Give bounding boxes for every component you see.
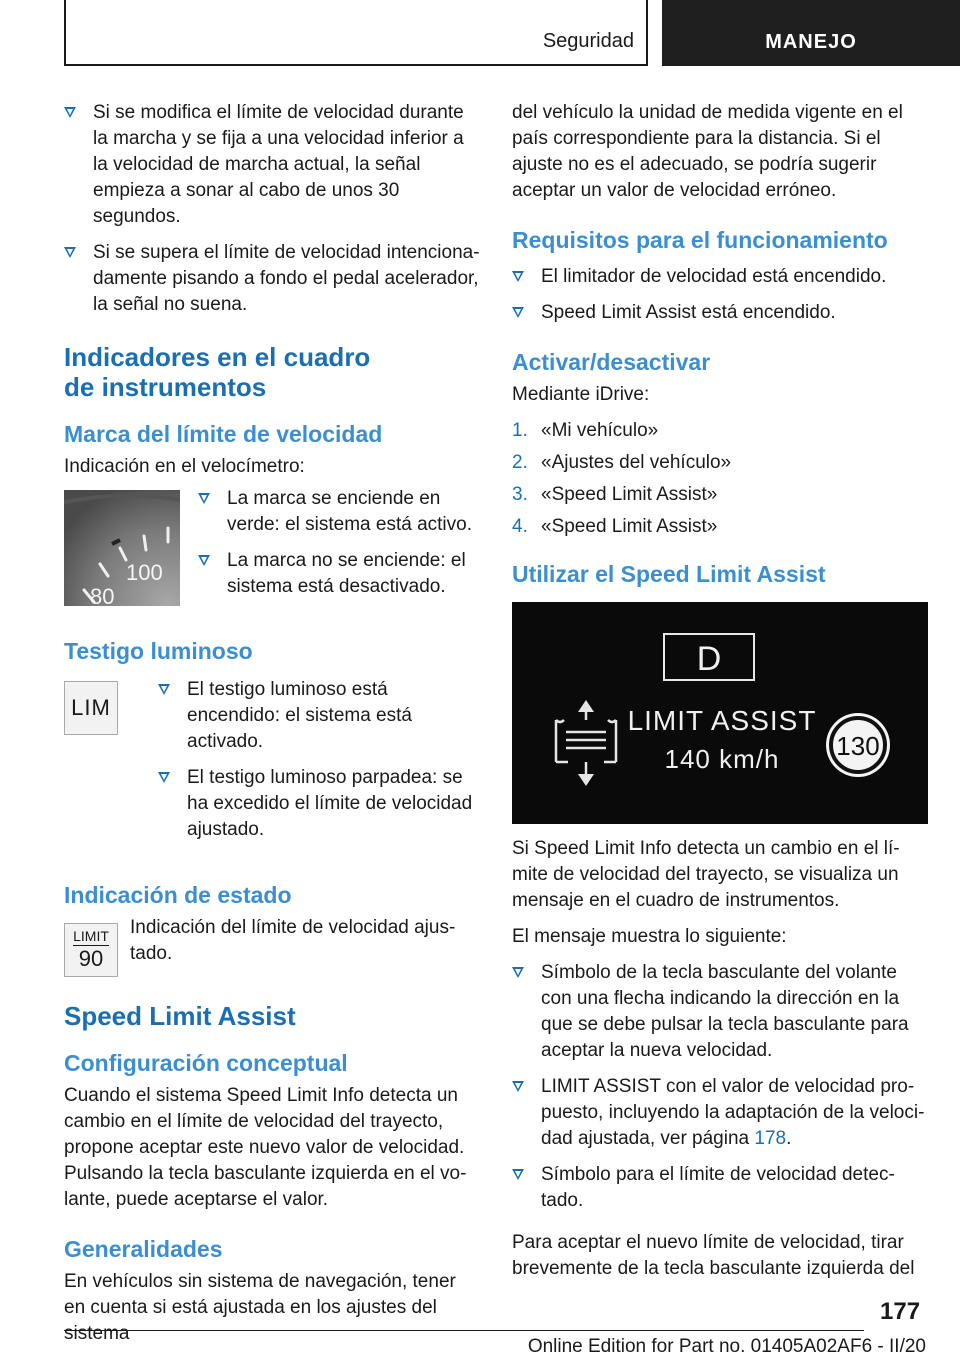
list-item: 3. «Speed Limit Assist»: [512, 484, 718, 505]
general-text: En vehículos sin sistema de navegación, tener en cuenta si está ajustada en los ajustes del sistema: [64, 1271, 456, 1344]
heading-general: Generalidades: [64, 1236, 223, 1262]
message-intro: El mensaje muestra lo siguiente:: [512, 926, 787, 947]
limit-90-indicator: [64, 923, 118, 977]
heading-testigo: Testigo luminoso: [64, 638, 253, 664]
bullet-triangle-icon: [158, 772, 170, 783]
limit-90-icon: LIMIT 90: [64, 923, 118, 977]
continued-text: del vehículo la unidad de medida vigente en el país correspondiente para la distancia. Si el ajuste no es el adecuado, se podría sugerir aceptar un valor de velocidad erróneo.: [512, 102, 903, 201]
list-item: 2. «Ajustes del vehículo»: [512, 452, 732, 473]
testigo-row: [64, 677, 480, 853]
heading-requisitos: Requisitos para el funcionamiento: [512, 227, 888, 253]
bullet-triangle-icon: [64, 107, 76, 118]
activar-intro: Mediante iDrive:: [512, 384, 650, 405]
bullet-triangle-icon: [512, 271, 524, 282]
bullet-triangle-icon: [64, 247, 76, 258]
estado-row: [64, 915, 480, 977]
speedometer-icon: [64, 490, 180, 606]
requisitos-bullets: [512, 264, 928, 326]
list-item: LIMIT ASSIST con el valor de velocidad propuesto, incluyendo la adaptación de la velocidad ajustada, ver página 178.: [512, 1074, 928, 1152]
heading-sla: Speed Limit Assist: [64, 1001, 296, 1031]
heading-config: Configuración conceptual: [64, 1050, 348, 1076]
bullet-triangle-icon: [198, 555, 210, 566]
lim-indicator: [64, 681, 118, 735]
after-display-text: Si Speed Limit Info detecta un cambio en el límite de velocidad del trayecto, se visualiza un mensaje en el cuadro de instrumentos.: [512, 838, 900, 911]
bullet-triangle-icon: [512, 967, 524, 978]
speedometer-image: [64, 490, 180, 611]
right-column: [512, 100, 928, 1292]
svg-text:80: 80: [90, 584, 115, 606]
steps-list: [512, 418, 928, 540]
bullet-triangle-icon: [512, 1081, 524, 1092]
heading-activar: Activar/desactivar: [512, 349, 711, 375]
svg-text:LIMIT ASSIST: LIMIT ASSIST: [627, 705, 817, 736]
marca-intro: Indicación en el velocímetro:: [64, 456, 305, 477]
rocker-switch-icon: [556, 700, 616, 786]
final-text: Para aceptar el nuevo límite de velocidad, tirar brevemente de la tecla basculante izquierda del: [512, 1232, 915, 1279]
list-item: Si se supera el límite de velocidad intencionadamente pisando a fondo el pedal acelerador, la señal no suena.: [64, 240, 480, 318]
message-bullets: [512, 960, 928, 1214]
svg-text:100: 100: [126, 560, 163, 585]
list-item: Speed Limit Assist está encendido.: [512, 300, 928, 326]
list-item: El testigo luminoso parpadea: se ha excedido el límite de velocidad ajustado.: [158, 765, 480, 843]
estado-text: Indicación del límite de velocidad ajustado.: [130, 917, 456, 964]
chapter-tab: MANEJO: [662, 0, 960, 66]
list-item: 4. «Speed Limit Assist»: [512, 516, 718, 537]
list-item: El limitador de velocidad está encendido.: [512, 264, 928, 290]
heading-marca: Marca del límite de velocidad: [64, 421, 383, 447]
config-text: Cuando el sistema Speed Limit Info detecta un cambio en el límite de velocidad del trayecto, propone aceptar este nuevo valor de velocidad. Pulsando la tecla basculante izquierda en el volante, puede aceptarse el valor.: [64, 1085, 467, 1210]
list-item: La marca no se enciende: el sistema está desactivado.: [198, 548, 480, 600]
bullet-triangle-icon: [158, 684, 170, 695]
heading-indicadores: Indicadores en el cuadro de instrumentos: [64, 342, 371, 402]
testigo-bullets: [158, 677, 480, 853]
limit-assist-display: [512, 602, 928, 824]
heading-estado: Indicación de estado: [64, 882, 292, 908]
speed-limit-sign-icon: [826, 713, 890, 777]
list-item: 1. «Mi vehículo»: [512, 420, 659, 441]
left-column: [64, 100, 480, 1357]
svg-text:130: 130: [836, 731, 880, 761]
lim-icon: LIM: [64, 681, 118, 735]
page-link-178[interactable]: 178: [754, 1128, 787, 1149]
bullet-triangle-icon: [512, 1169, 524, 1180]
list-item: Si se modifica el límite de velocidad durante la marcha y se fija a una velocidad inferior a la velocidad de marcha actual, la señal empieza a sonar al cabo de unos 30 segundos.: [64, 100, 480, 230]
marca-row: [64, 490, 480, 611]
list-item: Símbolo para el límite de velocidad detectado.: [512, 1162, 928, 1214]
footer-edition: Online Edition for Part no. 01405A02AF6 - II/20: [527, 1336, 926, 1357]
bullet-triangle-icon: [198, 493, 210, 504]
bullet-triangle-icon: [512, 307, 524, 318]
list-item: La marca se enciende en verde: el sistema está activo.: [198, 486, 480, 538]
list-item: Símbolo de la tecla basculante del volante con una flecha indicando la dirección en la que se debe pulsar la tecla basculante para aceptar la nueva velocidad.: [512, 960, 928, 1064]
list-item: El testigo luminoso está encendido: el sistema está activado.: [158, 677, 480, 755]
svg-text:140 km/h: 140 km/h: [664, 744, 780, 774]
display-graphic: [512, 602, 928, 824]
marca-bullets: [198, 486, 480, 610]
footer-rule: [64, 1330, 864, 1331]
page-number: 177: [880, 1298, 921, 1325]
top-bullets: [64, 100, 480, 318]
svg-text:D: D: [696, 640, 722, 678]
section-title: Seguridad: [542, 30, 634, 52]
heading-utilizar: Utilizar el Speed Limit Assist: [512, 561, 826, 587]
